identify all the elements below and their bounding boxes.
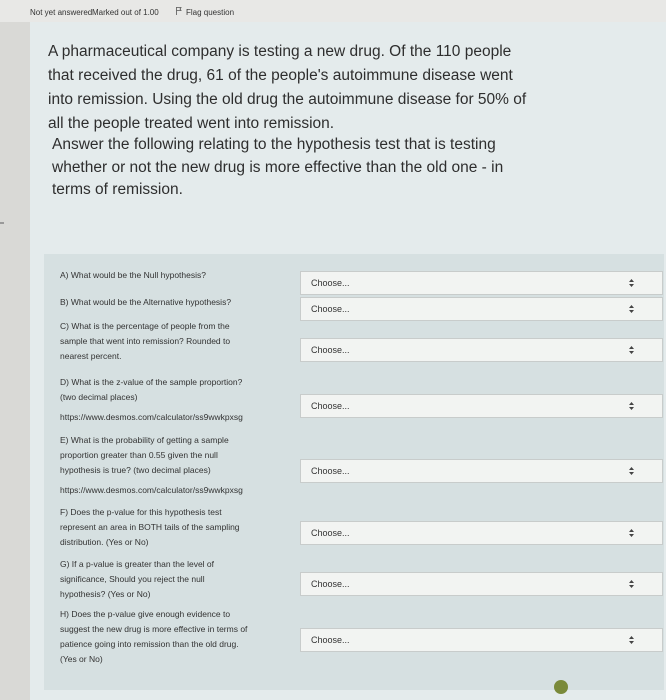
page-edge-mark xyxy=(0,222,4,224)
select-value: Choose... xyxy=(311,345,350,355)
select-value: Choose... xyxy=(311,579,350,589)
select-arrows-icon xyxy=(629,346,634,354)
prompt-line: hypothesis is true? (two decimal places) xyxy=(60,465,211,475)
select-arrows-icon xyxy=(629,580,634,588)
prompt-line: represent an area in BOTH tails of the sampling xyxy=(60,522,240,532)
part-f-prompt xyxy=(60,505,298,550)
select-value: Choose... xyxy=(311,466,350,476)
select-value: Choose... xyxy=(311,304,350,314)
select-value: Choose... xyxy=(311,278,350,288)
prompt-line: suggest the new drug is more effective in terms of xyxy=(60,624,248,634)
prompt-line: (Yes or No) xyxy=(60,654,103,664)
prompt-line: F) Does the p-value for this hypothesis test xyxy=(60,507,222,517)
prompt-line: A) What would be the Null hypothesis? xyxy=(60,270,206,280)
answer-status: Not yet answered xyxy=(30,8,93,17)
select-value: Choose... xyxy=(311,401,350,411)
part-d-prompt xyxy=(60,375,310,425)
part-e-select[interactable] xyxy=(300,459,663,483)
status-dot-icon xyxy=(554,680,568,694)
prompt-line: (two decimal places) xyxy=(60,392,138,402)
part-h-prompt xyxy=(60,607,302,667)
desmos-link[interactable]: https://www.desmos.com/calculator/ss9wwkpxsg xyxy=(60,412,243,422)
question-text xyxy=(48,40,528,202)
prompt-line: hypothesis? (Yes or No) xyxy=(60,589,151,599)
part-c-select[interactable] xyxy=(300,338,663,362)
prompt-line: sample that went into remission? Rounded to xyxy=(60,336,231,346)
flag-question-link[interactable]: Flag question xyxy=(186,8,235,17)
part-c-prompt xyxy=(60,319,298,364)
question-stem: A pharmaceutical company is testing a new drug. Of the 110 people that received the drug, 61 of the people's autoimmune disease went into remission. Using the old drug the autoimmune disease for 50% of all the people treated went into remission. xyxy=(48,43,527,132)
part-b-select[interactable] xyxy=(300,297,663,321)
select-arrows-icon xyxy=(629,402,634,410)
part-b-prompt xyxy=(60,295,298,310)
part-h-select[interactable] xyxy=(300,628,663,652)
prompt-line: E) What is the probability of getting a sample xyxy=(60,435,229,445)
part-d-select[interactable] xyxy=(300,394,663,418)
marks-info: Marked out of 1.00 xyxy=(92,8,159,17)
select-arrows-icon xyxy=(629,279,634,287)
part-g-prompt xyxy=(60,557,298,602)
part-g-select[interactable] xyxy=(300,572,663,596)
select-arrows-icon xyxy=(629,305,634,313)
prompt-line: D) What is the z-value of the sample proportion? xyxy=(60,377,243,387)
select-value: Choose... xyxy=(311,635,350,645)
prompt-line: C) What is the percentage of people from the xyxy=(60,321,230,331)
part-e-prompt xyxy=(60,433,310,498)
prompt-line: G) If a p-value is greater than the level of xyxy=(60,559,215,569)
select-arrows-icon xyxy=(629,529,634,537)
select-arrows-icon xyxy=(629,467,634,475)
part-a-prompt xyxy=(60,268,298,283)
flag-icon[interactable] xyxy=(176,7,182,15)
select-arrows-icon xyxy=(629,636,634,644)
question-instruction: Answer the following relating to the hypothesis test that is testing whether or not the new drug is more effective than the old one - in terms of remission. xyxy=(52,136,504,198)
select-value: Choose... xyxy=(311,528,350,538)
prompt-line: nearest percent. xyxy=(60,351,122,361)
prompt-line: proportion greater than 0.55 given the null xyxy=(60,450,218,460)
part-f-select[interactable] xyxy=(300,521,663,545)
prompt-line: H) Does the p-value give enough evidence to xyxy=(60,609,231,619)
part-a-select[interactable] xyxy=(300,271,663,295)
prompt-line: B) What would be the Alternative hypothesis? xyxy=(60,297,232,307)
desmos-link[interactable]: https://www.desmos.com/calculator/ss9wwkpxsg xyxy=(60,485,243,495)
prompt-line: distribution. (Yes or No) xyxy=(60,537,149,547)
prompt-line: significance, Should you reject the null xyxy=(60,574,205,584)
prompt-line: patience going into remission than the old drug. xyxy=(60,639,239,649)
question-info-bar xyxy=(0,0,666,22)
